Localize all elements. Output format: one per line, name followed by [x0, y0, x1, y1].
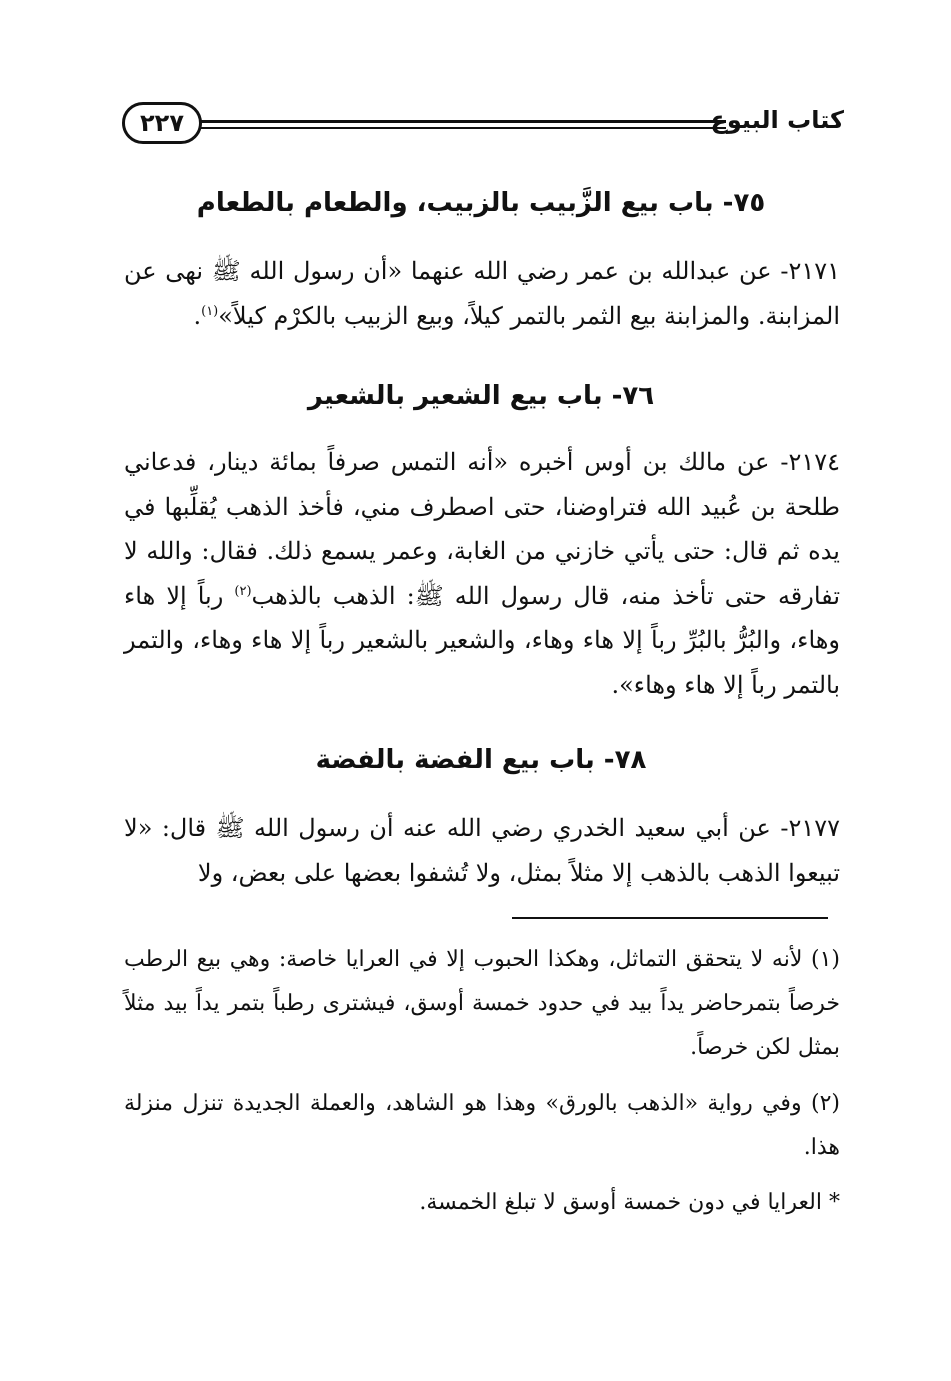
- footnote: [124, 938, 882, 1070]
- hadith-paragraph: ٢١٧٧- عن أبي سعيد الخدري رضي الله عنه أن رسول الله ﷺ قال: «لا تبيعوا الذهب بالذهب إلا مثلاً بمثل، ولا تُشفوا بعضها على بعض، ولا: [124, 814, 840, 887]
- footnote-text: لأنه لا يتحقق التماثل، وهكذا الحبوب إلا في العرايا خاصة: وهي بيع الرطب خرصاً بتمرحاضر يداً بيد في حدود خمسة أوسق، فيشترى رطباً بتمر يداً بيد مثلاً بمثل لكن خرصاً.: [124, 947, 840, 1060]
- chapter-heading: ٧٨- باب بيع الفضة بالفضة: [315, 745, 647, 775]
- hadith-text: عن أبي سعيد الخدري رضي الله عنه أن رسول الله ﷺ قال: «لا تبيعوا الذهب بالذهب إلا مثلاً بمثل، ولا تُشفوا بعضها على بعض، ولا: [124, 814, 840, 887]
- hadith-text-end: .: [193, 301, 202, 330]
- hadith-paragraph: ٢١٧٤- عن مالك بن أوس أخبره «أنه التمس صرفاً بمائة دينار، فدعاني طلحة بن عُبيد الله فتراوضنا، حتى اصطرف مني، فأخذ الذهب يُقلِّبها في يده ثم قال: حتى يأتي خازني من الغابة، وعمر يسمع ذلك. فقال: والله لا تفارقه حتى تأخذ منه، قال رسول الله ﷺ: الذهب بالذهب$^{(٢)}$ رباً إلا هاء وهاء، والبُرُّ بالبُرِّ رباً إلا هاء وهاء، والشعير بالشعير رباً إلا هاء وهاء، والتمر بالتمر رباً إلا هاء وهاء».: [124, 448, 841, 699]
- chapter-heading: ٧٥- باب بيع الزَّبيب بالزبيب، والطعام بالطعام: [196, 188, 766, 218]
- hadith-number: ٢١٧٤: [788, 448, 840, 476]
- footnote-separator: [512, 917, 828, 919]
- running-header: [122, 96, 844, 160]
- hadith-number: ٢١٧١: [788, 257, 841, 285]
- hadith-number: ٢١٧٧: [788, 814, 840, 842]
- page-number: ٢٢٧: [122, 102, 202, 144]
- footnote: [124, 1181, 882, 1225]
- footnote-number: (٢): [810, 1091, 840, 1116]
- hadith-text: عن عبدالله بن عمر رضي الله عنهما «أن رسول الله ﷺ نهى عن المزابنة. والمزابنة بيع الثمر بالتمر كيلاً، وبيع الزبيب بالكرْم كيلاً»: [124, 257, 840, 330]
- footnote: [124, 1082, 882, 1170]
- footnote-text: العرايا في دون خمسة أوسق لا تبلغ الخمسة.: [419, 1190, 822, 1215]
- chapter-heading: ٧٦- باب بيع الشعير بالشعير: [307, 381, 655, 411]
- hadith-text: عن مالك بن أوس أخبره «أنه التمس صرفاً بمائة دينار، فدعاني طلحة بن عُبيد الله فتراوضنا، حتى اصطرف مني، فأخذ الذهب يُقلِّبها في يده ثم قال: حتى يأتي خازني من الغابة، وعمر يسمع ذلك. فقال: والله لا تفارقه حتى تأخذ منه، قال رسول الله ﷺ: الذهب بالذهب: [124, 448, 841, 610]
- footnote-text: وفي رواية «الذهب بالورق» وهذا هو الشاهد، والعملة الجديدة تنزل منزلة هذا.: [124, 1091, 840, 1160]
- hadith-paragraph: ٢١٧١- عن عبدالله بن عمر رضي الله عنهما «أن رسول الله ﷺ نهى عن المزابنة. والمزابنة بيع الثمر بالتمر كيلاً، وبيع الزبيب بالكرْم كيلاً»$^{(١)}$.: [124, 257, 841, 330]
- hadith-text-end: رباً إلا هاء وهاء، والبُرُّ بالبُرِّ رباً إلا هاء وهاء، والشعير بالشعير رباً إلا هاء وهاء، والتمر بالتمر رباً إلا هاء وهاء».: [124, 581, 840, 699]
- book-title: كتاب البيوع: [710, 106, 844, 134]
- footnote-number: (١): [810, 947, 840, 972]
- footnote-marker: *: [829, 1190, 840, 1215]
- footnote-reference: (١): [201, 303, 219, 319]
- footnote-reference: (٢): [234, 583, 252, 599]
- header-rule: [200, 127, 726, 129]
- header-rule: [200, 120, 726, 123]
